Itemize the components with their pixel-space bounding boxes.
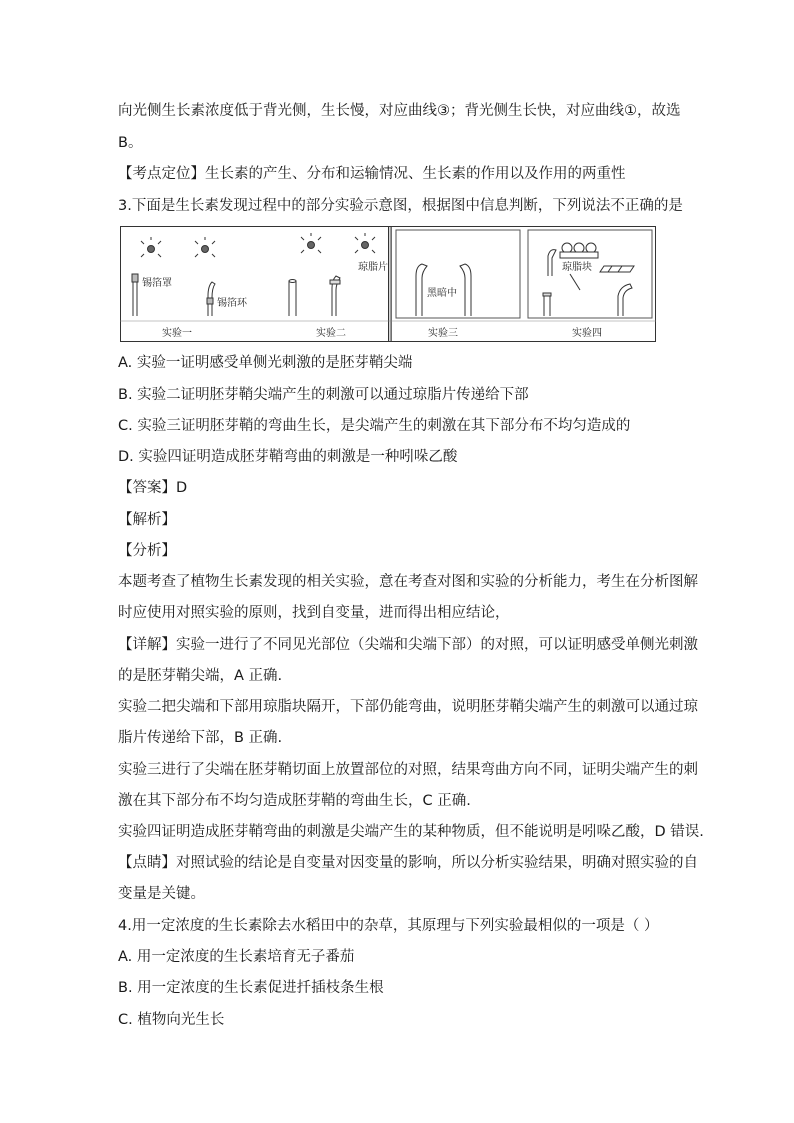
body-line: 实验二把尖端和下部用琼脂块隔开，下部仍能弯曲，说明胚芽鞘尖端产生的刺激可以通过琼	[118, 699, 698, 715]
body-line: 【详解】实验一进行了不同见光部位（尖端和尖端下部）的对照，可以证明感受单侧光刺激	[118, 637, 698, 653]
body-line: 变量是关键。	[118, 886, 205, 902]
q4-option-a: A. 用一定浓度的生长素培育无子番茄	[118, 949, 355, 965]
label-tin-hood: 锡箔罩	[142, 278, 172, 289]
q4-option-c: C. 植物向光生长	[118, 1012, 225, 1028]
body-line: 【点睛】对照试验的结论是自变量对因变量的影响，所以分析实验结果，明确对照实验的自	[118, 855, 698, 871]
body-line: 激在其下部分布不均匀造成胚芽鞘的弯曲生长，C 正确.	[118, 793, 471, 809]
exam-point: 【考点定位】生长素的产生、分布和运输情况、生长素的作用以及作用的两重性	[118, 166, 626, 182]
body-line: 实验三进行了尖端在胚芽鞘切面上放置部位的对照，结果弯曲方向不同，证明尖端产生的刺	[118, 762, 698, 778]
label-agar-slice: 琼脂片	[358, 262, 388, 273]
line-2: B。	[118, 135, 143, 151]
cut-coleoptile-shape	[289, 281, 296, 316]
experiment-figure	[120, 226, 656, 342]
question-4: 4.用一定浓度的生长素除去水稻田中的杂草，其原理与下列实验最相似的一项是（ ）	[118, 918, 659, 934]
body-line: 的是胚芽鞘尖端，A 正确.	[118, 668, 283, 684]
body-line: 实验四证明造成胚芽鞘弯曲的刺激是尖端产生的某种物质，但不能说明是吲哚乙酸，D 错误.	[118, 824, 704, 840]
tin-hood-shape	[132, 274, 138, 282]
analysis-heading: 【解析】	[118, 512, 176, 528]
line-1: 向光侧生长素浓度低于背光侧，生长慢，对应曲线③；背光侧生长快，对应曲线①，故选	[118, 103, 681, 119]
question-3: 3.下面是生长素发现过程中的部分实验示意图，根据图中信息判断，下列说法不正确的是	[118, 198, 683, 214]
body-line: 脂片传递给下部，B 正确.	[118, 730, 283, 746]
analysis-subheading: 【分析】	[118, 543, 176, 559]
label-agar-block: 琼脂块	[562, 262, 592, 273]
q4-option-b: B. 用一定浓度的生长素促进扦插枝条生根	[118, 980, 384, 996]
agar-slice-shape	[330, 280, 340, 284]
caption-4: 实验四	[572, 328, 602, 339]
caption-1: 实验一	[162, 328, 192, 339]
option-c: C. 实验三证明胚芽鞘的弯曲生长，是尖端产生的刺激在其下部分布不均匀造成的	[118, 418, 631, 434]
caption-3: 实验三	[428, 328, 458, 339]
option-b: B. 实验二证明胚芽鞘尖端产生的刺激可以通过琼脂片传递给下部	[118, 387, 529, 403]
body-line: 本题考查了植物生长素发现的相关实验，意在考查对图和实验的分析能力，考生在分析图解	[118, 574, 698, 590]
option-d: D. 实验四证明造成胚芽鞘弯曲的刺激是一种吲哚乙酸	[118, 449, 458, 465]
cut-coleoptile-shape	[544, 296, 550, 316]
label-dark: 黑暗中	[427, 288, 457, 299]
option-a: A. 实验一证明感受单侧光刺激的是胚芽鞘尖端	[118, 355, 413, 371]
tin-ring-shape	[207, 298, 213, 304]
body-line: 时应使用对照实验的原则，找到自变量，进而得出相应结论，	[118, 605, 510, 621]
answer: 【答案】D	[118, 480, 188, 496]
label-tin-ring: 锡箔环	[217, 298, 247, 309]
caption-2: 实验二	[316, 328, 346, 339]
